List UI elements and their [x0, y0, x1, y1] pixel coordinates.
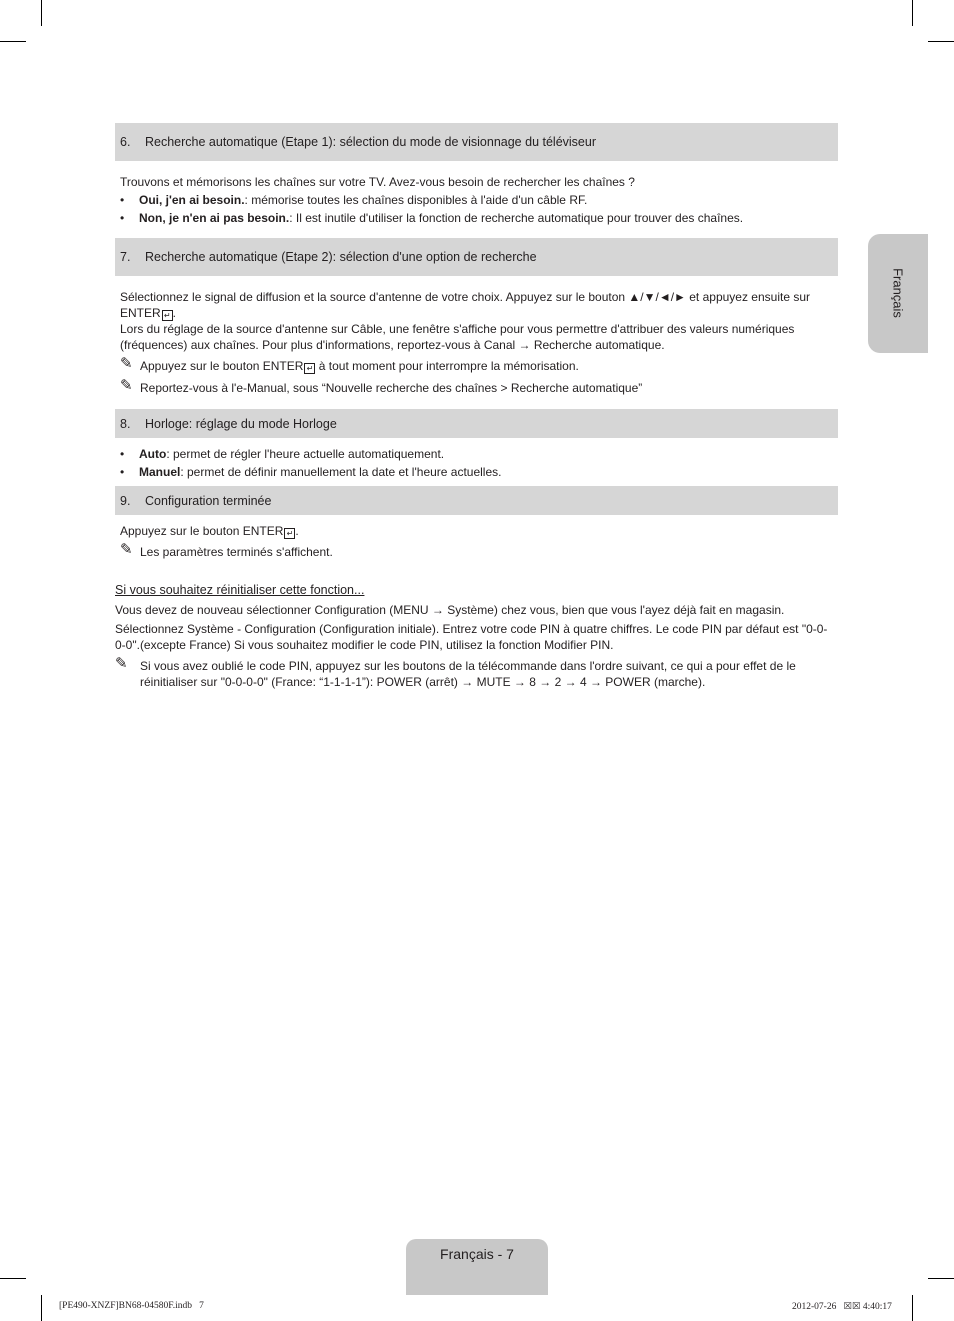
text-line: Sélectionnez Système - Configuration (Configuration initiale). Entrez votre code PIN à quatre chiffres. Le code PIN par défaut est "0-0- — [115, 622, 828, 636]
section-number: 9. — [120, 493, 131, 508]
page-number: Français - 7 — [440, 1246, 514, 1262]
bullet-bold: Oui, j'en ai besoin. — [139, 193, 245, 207]
crop-mark — [41, 1295, 42, 1321]
bullet-text: : permet de définir manuellement la date et l'heure actuelles. — [180, 465, 502, 479]
file-info: [PE490-XNZF]BN68-04580F.indb 7 — [59, 1301, 204, 1311]
reset-paragraph — [115, 602, 840, 653]
section-number: 6. — [120, 135, 131, 149]
section-title: Configuration terminée — [145, 493, 272, 508]
crop-mark — [912, 0, 913, 26]
question-text — [120, 174, 635, 190]
pencil-icon: ✎ — [115, 655, 128, 672]
text-line: 0-0".(excepte France) Si vous souhaitez modifier le code PIN, utilisez la fonction Modifier PIN. — [115, 638, 614, 652]
crop-mark — [0, 1278, 26, 1279]
section-desc: : réglage du mode Horloge — [188, 416, 337, 431]
section-header-8 — [115, 409, 838, 438]
crop-mark — [912, 1295, 913, 1321]
crop-mark — [0, 41, 26, 42]
section-header-7 — [115, 238, 838, 276]
enter-icon: ↵ — [284, 528, 295, 539]
bullet: • — [120, 193, 125, 207]
section-header-6 — [115, 123, 838, 161]
bullet: • — [120, 211, 125, 225]
language-label: Français — [890, 268, 906, 318]
text-line: Sélectionnez le signal de diffusion et la source d'antenne de votre choix. Appuyez sur le bouton ▲/▼/◄/► et appuyez ensuite sur — [120, 290, 810, 304]
bullet: • — [120, 447, 125, 461]
section-header-9 — [115, 486, 838, 515]
note: ✎ Les paramètres terminés s'affichent. — [120, 541, 333, 559]
section-title: Horloge — [145, 416, 189, 431]
reset-note — [115, 655, 840, 690]
list-item — [120, 210, 744, 226]
list-item — [120, 464, 502, 480]
paragraph: Appuyez sur le bouton ENTER ↵ . — [120, 524, 299, 538]
section-desc: : sélection du mode de visionnage du téléviseur — [332, 135, 596, 149]
pencil-icon: ✎ — [120, 355, 133, 372]
text-line: Lors du réglage de la source d'antenne sur Câble, une fenêtre s'affiche pour vous permettre d'attribuer des valeurs numériques — [120, 322, 795, 336]
bullet-text: : mémorise toutes les chaînes disponibles à l'aide d'un câble RF. — [244, 193, 588, 207]
text-line: ENTER ↵ . — [120, 306, 177, 320]
section-number: 7. — [120, 250, 131, 264]
note: ✎ Appuyez sur le bouton ENTER ↵ à tout moment pour interrompre la mémorisation. — [120, 355, 579, 373]
reset-heading: Si vous souhaitez réinitialiser cette fonction... — [115, 583, 365, 597]
text-line: réinitialiser sur "0-0-0-0" (France: “1-1-1-1”): POWER (arrêt) → MUTE → 8 → 2 → 4 → POWER (marche). — [140, 675, 706, 689]
enter-label: ENTER — [120, 306, 161, 320]
section-number: 8. — [120, 416, 131, 431]
crop-mark — [928, 1278, 954, 1279]
text-line: ✎ Si vous avez oublié le code PIN, appuyez sur les boutons de la télécommande dans l'ordre suivant, ce qui a pour effet de le — [115, 655, 796, 673]
bullet-bold: Auto — [139, 447, 167, 461]
enter-icon: ↵ — [304, 363, 315, 374]
section-title: Recherche automatique (Etape 1) — [145, 135, 333, 149]
bullet-bold: Non, je n'en ai pas besoin. — [139, 211, 290, 225]
section-title: Recherche automatique (Etape 2) — [145, 250, 333, 264]
list-item — [120, 446, 445, 462]
language-side-tab — [868, 234, 928, 353]
bullet: • — [120, 465, 125, 479]
page-number-tab — [406, 1239, 548, 1295]
crop-mark — [928, 41, 954, 42]
paragraph — [120, 289, 835, 353]
bullet-bold: Manuel — [139, 465, 181, 479]
section-desc: : sélection d'une option de recherche — [332, 250, 537, 264]
bullet-text: : Il est inutile d'utiliser la fonction de recherche automatique pour trouver des chaînes. — [289, 211, 744, 225]
question-bold: Trouvons et mémorisons les chaînes sur votre TV. Avez-vous besoin de rechercher les chaînes ? — [120, 175, 635, 189]
print-timestamp: 2012-07-26 ☒☒ 4:40:17 — [792, 1302, 892, 1312]
note: ✎ Reportez-vous à l'e-Manual, sous “Nouvelle recherche des chaînes > Recherche automatique” — [120, 377, 643, 395]
text-line: Vous devez de nouveau sélectionner Configuration (MENU → Système) chez vous, bien que vous l'ayez déjà fait en magasin. — [115, 603, 785, 617]
pencil-icon: ✎ — [120, 377, 133, 394]
text-line: (fréquences) aux chaînes. Pour plus d'informations, reportez-vous à Canal → Recherche automatique. — [120, 338, 665, 352]
enter-icon: ↵ — [162, 310, 173, 321]
pencil-icon: ✎ — [120, 541, 133, 558]
bullet-text: : permet de régler l'heure actuelle automatiquement. — [166, 447, 445, 461]
crop-mark — [41, 0, 42, 26]
list-item — [120, 192, 588, 208]
